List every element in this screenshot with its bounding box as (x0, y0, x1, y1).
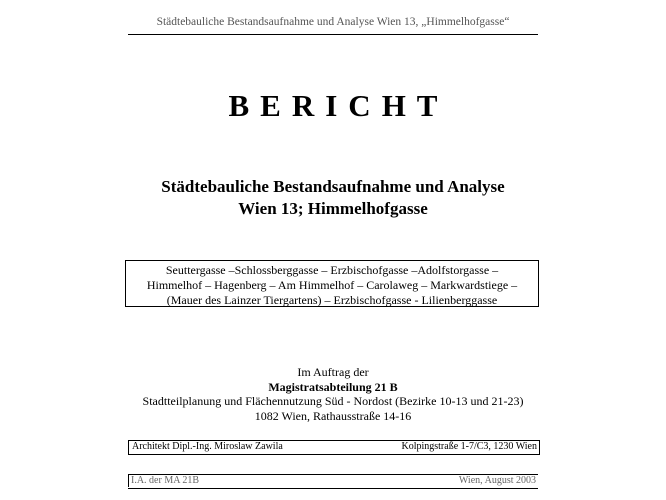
street-line-1: Seuttergasse –Schlossberggasse – Erzbischofgasse –Adolfstorgasse – (165, 263, 499, 277)
commission-intro: Im Auftrag der (297, 365, 369, 379)
commission-division: Stadtteilplanung und Flächennutzung Süd - Nordost (Bezirke 10-13 und 21-23) (142, 394, 524, 408)
street-list-box (125, 260, 539, 307)
commission-department: Magistratsabteilung 21 B (268, 379, 398, 394)
architect-address: Kolpingstraße 1-7/C3, 1230 Wien (401, 441, 537, 452)
footer-row (128, 474, 538, 489)
document-subtitle (0, 176, 666, 220)
commission-address: 1082 Wien, Rathausstraße 14-16 (254, 408, 412, 423)
subtitle-line-2: Wien 13; Himmelhofgasse (238, 199, 428, 218)
street-line-2: Himmelhof – Hagenberg – Am Himmelhof – Carolaweg – Markwardstiege – (146, 278, 518, 292)
header-rule (128, 34, 538, 35)
footer-date: Wien, August 2003 (458, 475, 536, 486)
architect-row (128, 440, 540, 455)
document-title: BERICHT (228, 88, 449, 123)
architect-name: Architekt Dipl.-Ing. Miroslaw Zawila (132, 441, 283, 452)
street-line-3: (Mauer des Lainzer Tiergartens) – Erzbischofgasse - Lilienberggasse (166, 293, 498, 307)
commission-block (0, 365, 666, 423)
subtitle-line-1: Städtebauliche Bestandsaufnahme und Analyse (161, 177, 505, 196)
footer-row-left-border (128, 474, 129, 487)
running-header: Städtebauliche Bestandsaufnahme und Analyse Wien 13, „Himmelhofgasse“ (156, 16, 510, 28)
footer-left: I.A. der MA 21B (131, 475, 200, 486)
